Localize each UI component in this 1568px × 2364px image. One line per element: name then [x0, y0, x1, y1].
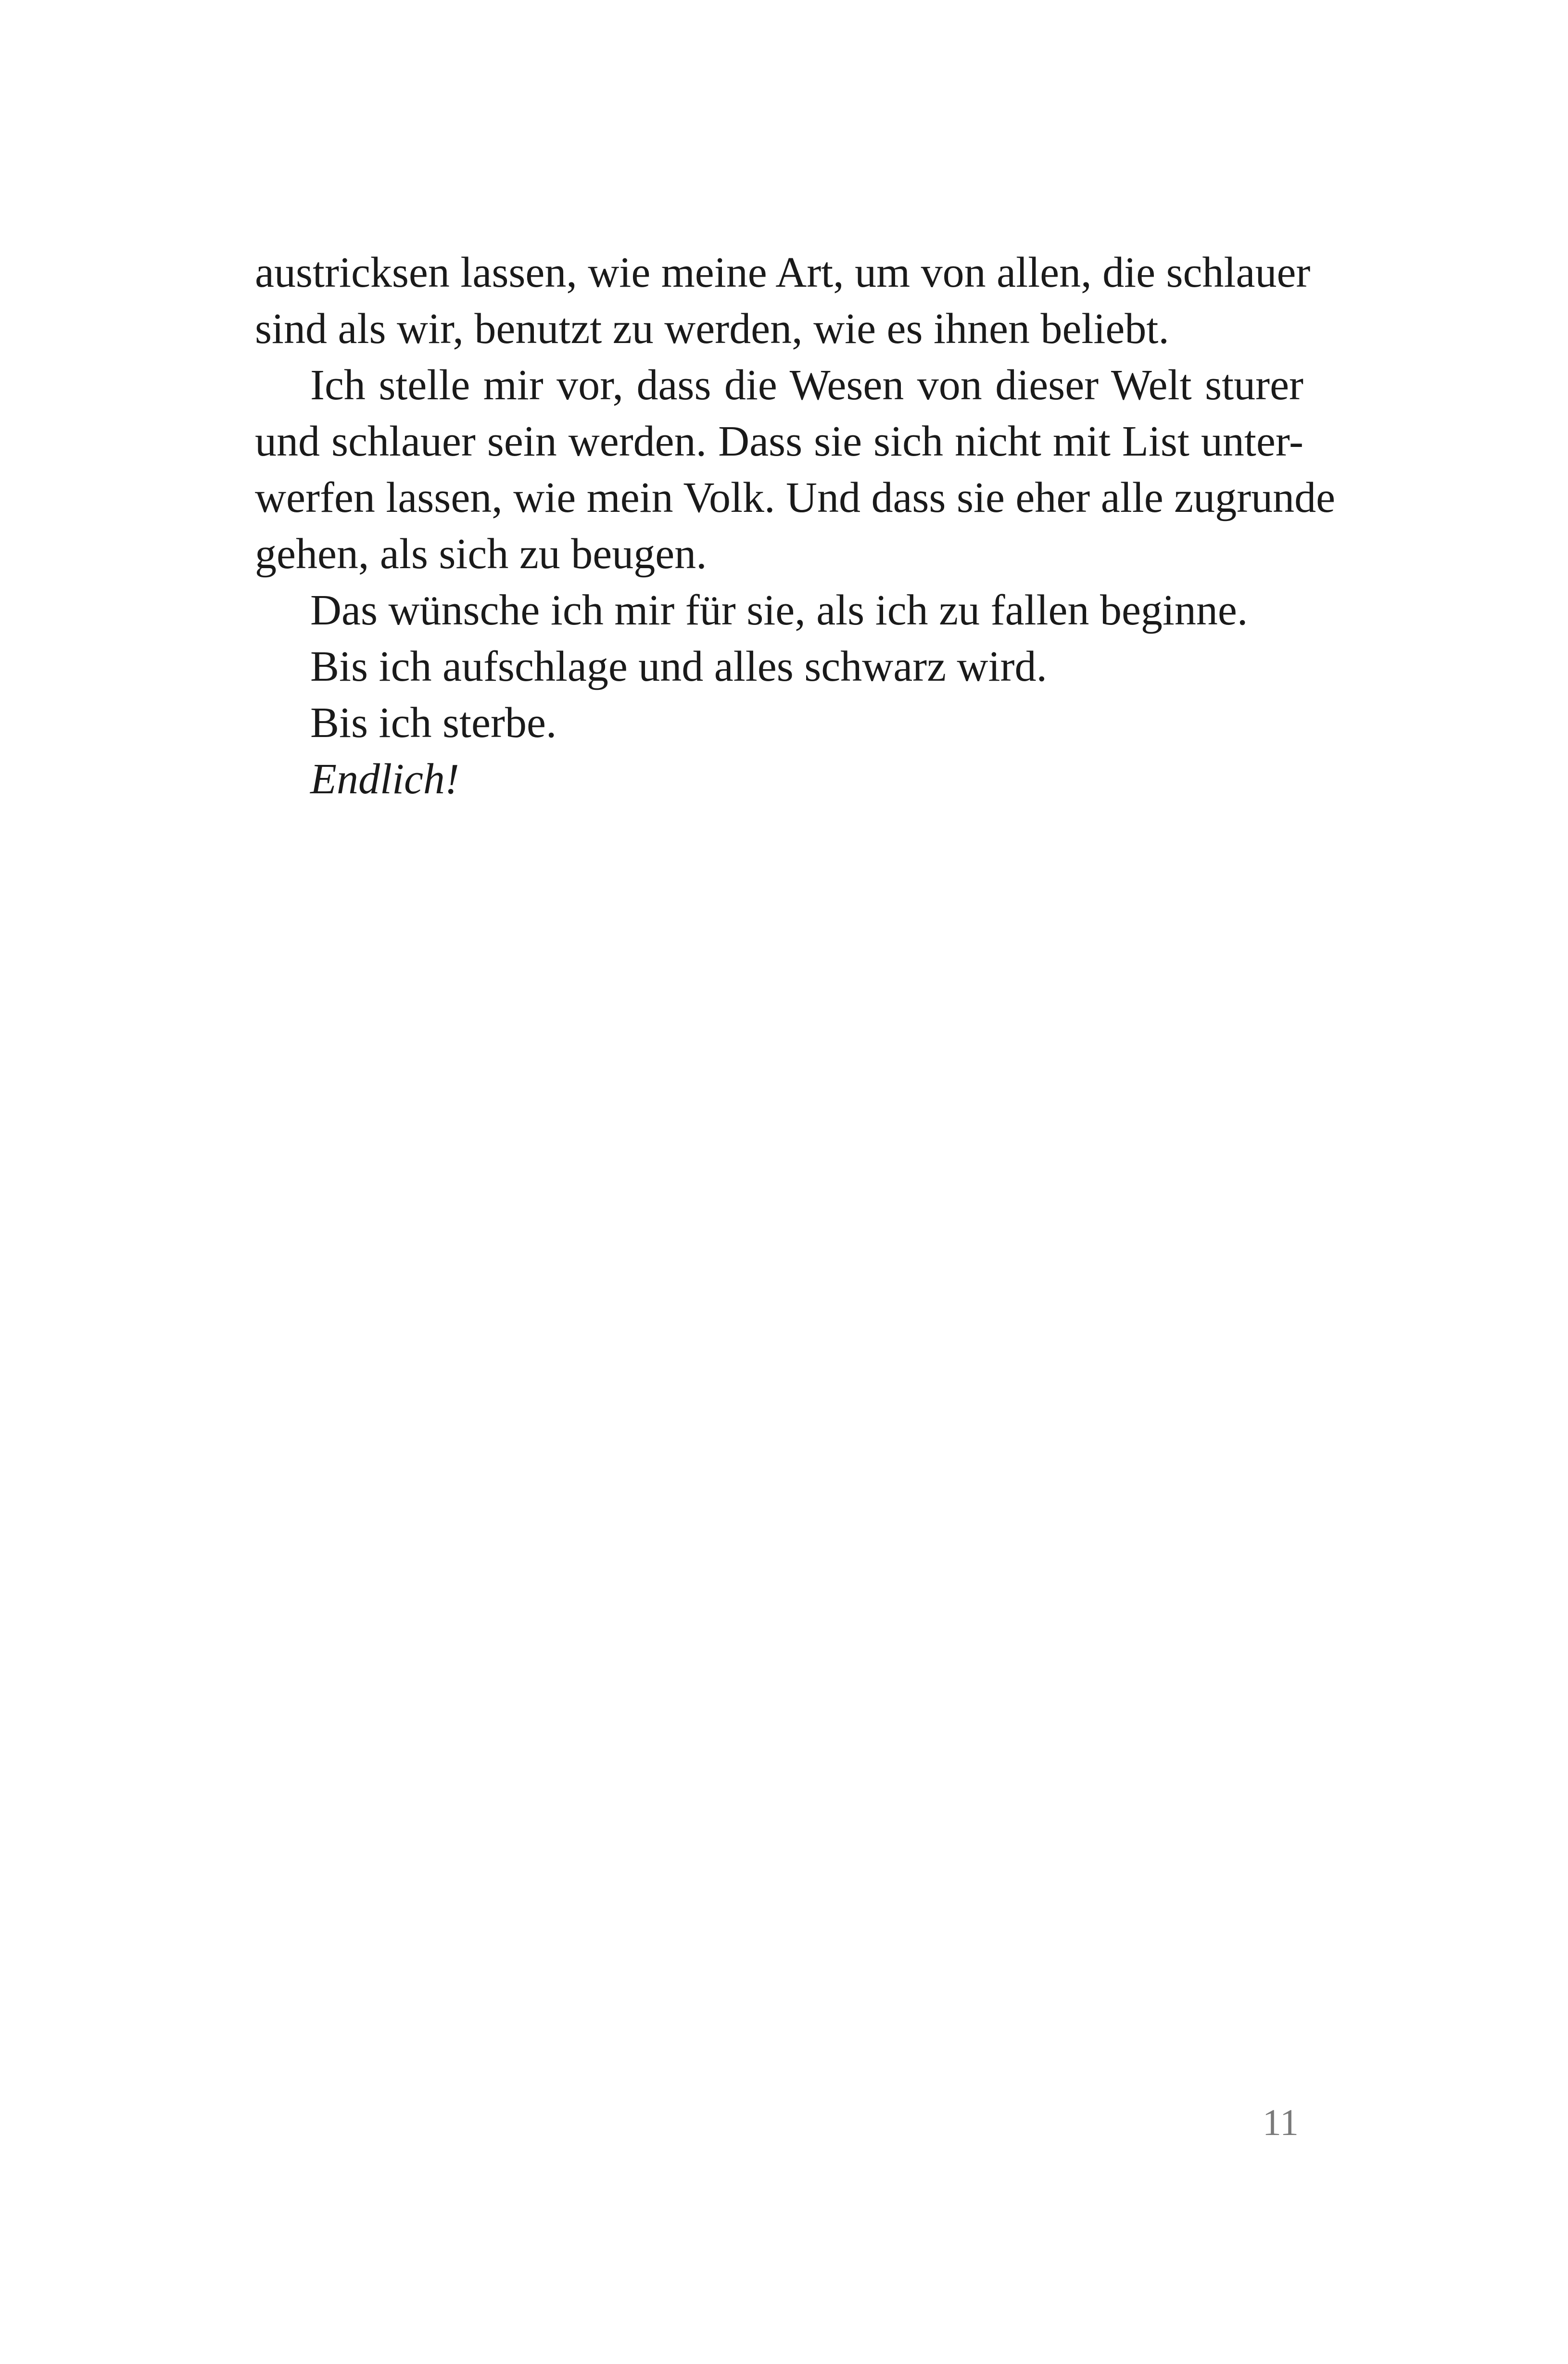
page-number: 11 [1262, 2101, 1299, 2143]
text-line: Ich stelle mir vor, dass die Wesen von dieser Welt sturer [310, 361, 1303, 409]
text-line: Bis ich sterbe. [310, 699, 557, 747]
text-line: sind als wir, benutzt zu werden, wie es ihnen beliebt. [255, 305, 1169, 353]
text-line: werfen lassen, wie mein Volk. Und dass sie eher alle zugrunde [255, 474, 1336, 521]
text-line: und schlauer sein werden. Dass sie sich nicht mit List unter- [255, 418, 1303, 465]
text-line: gehen, als sich zu beugen. [255, 530, 707, 578]
text-line: austricksen lassen, wie meine Art, um von allen, die schlauer [255, 249, 1311, 296]
body-text [255, 244, 1336, 807]
text-line: Das wünsche ich mir für sie, als ich zu fallen beginne. [310, 586, 1248, 634]
text-line-italic: Endlich! [310, 755, 459, 803]
text-line: Bis ich aufschlage und alles schwarz wird. [310, 643, 1048, 690]
